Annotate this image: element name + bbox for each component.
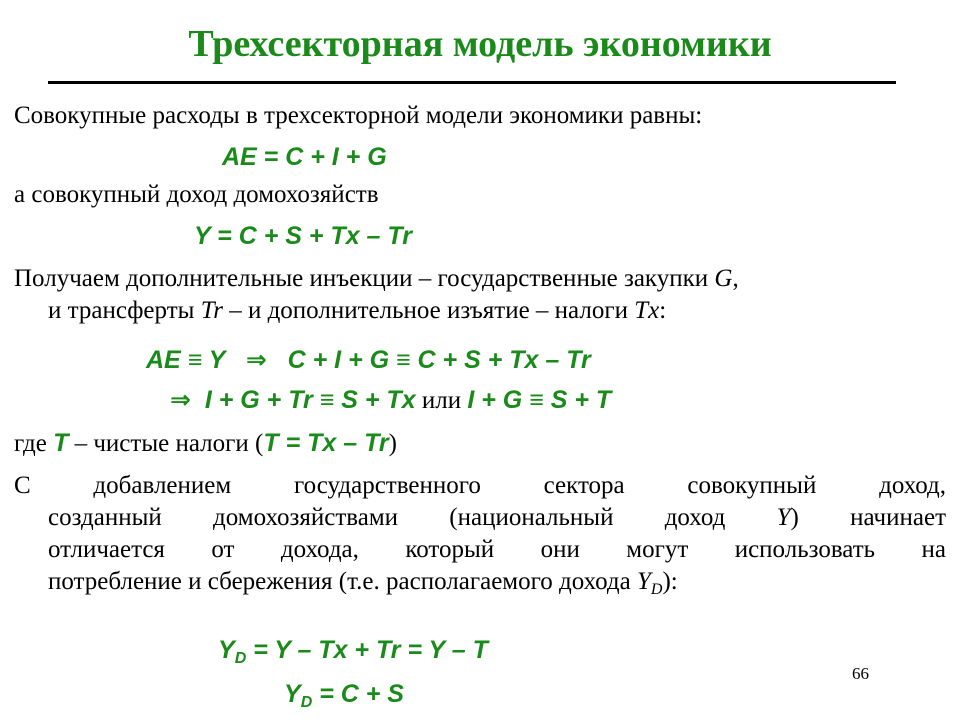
eq2-equiv-icon: ≡ [319, 386, 335, 414]
yd2-rest: = C + S [312, 680, 404, 708]
eq1-left: C + I + G [266, 346, 397, 374]
injections-text-3: – и дополнительное изъятие – налоги [222, 297, 635, 324]
formula-aggregate-expenditure: AE = C + I + G [222, 143, 387, 171]
gov-line-4 [14, 566, 946, 606]
yd2-subscript: D [300, 694, 313, 711]
where-formula: T = Tx – Tr [263, 429, 389, 457]
eq1-ae: AE [146, 346, 188, 374]
injections-comma: , [732, 265, 739, 292]
where-text-3: ) [388, 430, 397, 457]
formula-equilibrium-1 [146, 344, 591, 376]
formula-equilibrium-2 [170, 384, 611, 417]
gov-text-2c: ) начинает [790, 504, 947, 531]
eq1-equiv-icon: ≡ [187, 346, 203, 374]
gov-line-1: С добавлением государственного сектора совокупный доход, [14, 472, 946, 499]
implies-arrow-icon: ⇒ [245, 346, 267, 374]
government-sector-paragraph [14, 470, 946, 606]
implies-arrow-icon-2: ⇒ [170, 386, 191, 414]
injections-var-tr: Tr [200, 297, 223, 324]
where-var-t: T [53, 429, 69, 457]
gov-text-4c: ): [662, 568, 678, 595]
yd1-subscript: D [234, 650, 247, 667]
where-text-2: – чистые налоги ( [68, 430, 264, 457]
eq2-equiv-icon-2: ≡ [529, 386, 544, 414]
eq1-equiv-icon-2: ≡ [396, 346, 411, 374]
eq2-left-short: I + G [467, 386, 530, 414]
injections-text-1: Получаем дополнительные инъекции – государственные закупки [14, 265, 715, 292]
intro-text-1: Совокупные расходы в трехсекторной модели экономики равны: [14, 102, 703, 129]
gov-line-2 [14, 502, 946, 534]
eq2-right: S + Tx [334, 386, 416, 414]
eq1-right: C + S + Tx – Tr [410, 346, 591, 374]
injections-var-tx: Tx [634, 297, 660, 324]
yd2-y: Y [284, 680, 301, 708]
gov-text-2a: созданный домохозяйствами (национальный доход [48, 504, 777, 531]
formula-disposable-income-1 [218, 634, 488, 675]
injections-text-2: и трансферты [48, 297, 201, 324]
gov-text-4a: потребление и сбережения (т.е. располагаемого дохода [48, 568, 637, 595]
title-divider [48, 81, 896, 84]
eq1-y: Y [202, 346, 246, 374]
injections-colon: : [659, 297, 667, 324]
where-text-1: где [14, 430, 54, 457]
eq2-right-short: S + T [543, 386, 612, 414]
page-number: 66 [852, 664, 869, 683]
formula-disposable-income-2 [284, 678, 404, 719]
eq2-left: I + G + Tr [190, 386, 320, 414]
net-taxes-definition [14, 427, 397, 460]
yd1-rest: = Y – Tx + Tr = Y – T [246, 636, 488, 664]
injections-var-g: G [714, 265, 733, 292]
gov-var-yd: Y [636, 568, 651, 595]
yd1-y: Y [218, 636, 235, 664]
slide-title: Трехсекторная модель экономики [188, 23, 772, 65]
injections-paragraph [14, 263, 946, 327]
gov-var-y: Y [776, 504, 791, 531]
intro-text-2: а совокупный доход домохозяйств [14, 181, 379, 208]
eq2-or: или [415, 387, 468, 414]
gov-line-3: отличается от дохода, который они могут использовать на [48, 536, 946, 563]
gov-var-yd-subscript: D [650, 581, 663, 598]
formula-income: Y = C + S + Tx – Tr [194, 222, 412, 250]
